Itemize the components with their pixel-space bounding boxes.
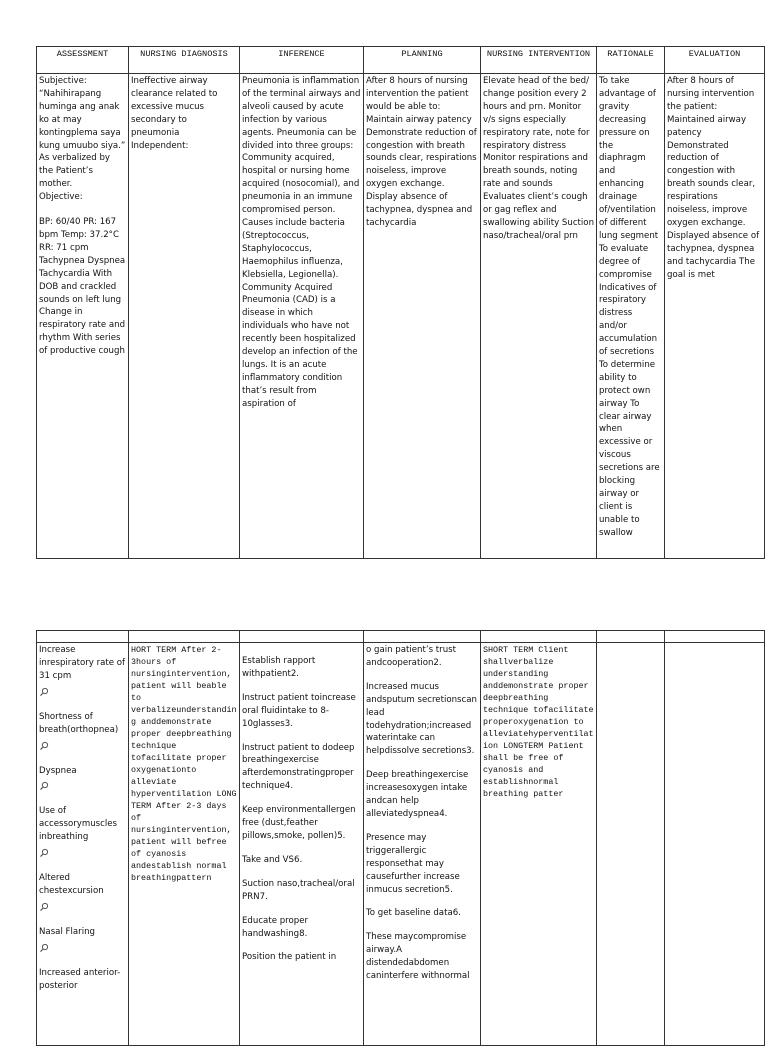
search-icon [39, 687, 49, 697]
inference-item: Take and VS6. [242, 854, 303, 865]
assessment-item: Dyspnea [39, 765, 77, 776]
assessment-item: Altered chestexcursion [39, 873, 104, 897]
header-inference: INFERENCE [240, 47, 364, 74]
blank-header-row [37, 631, 765, 643]
intervention-cell: Elevate head of the bed/ change position every 2 hours and prn. Monitor v/s signs especially respiratory rate, note for respiratory distress Monitor respirations and breath sounds, noting rate and sounds Evaluates client’s cough or gag reflex and swallowing ability Suction naso/tracheal/oral prn [481, 74, 597, 559]
assessment-item: Shortness of breath(orthopnea) [39, 711, 119, 735]
assessment-cell [37, 74, 129, 559]
header-rationale: RATIONALE [597, 47, 665, 74]
inference-cell: Pneumonia is inflammation of the terminal airways and alveoli caused by acute infection by various agents. Pneumonia can be divided into three groups: Community acquired, hospital or nursing home acquired (nosocomial), and pneumonia in an immune compromised person. Causes include bacteria (Streptococcus, Staphylococcus, Haemophilus influenza, Klebsiella, Legionella). Community Acquired Pneumonia (CAD) is a disease in which individuals who have not recently been hospitalized develop an infection of the lungs. It is an acute inflammatory condition that’s result from aspiration of [240, 74, 364, 559]
evaluation-cell [665, 643, 765, 1046]
inference-item: Position the patient in [242, 952, 337, 963]
care-plan-table-continued [36, 630, 765, 1046]
assessment-item: Nasal Flaring [39, 926, 95, 937]
assessment-item: Use of accessorymuscles inbreathing [39, 806, 118, 843]
diagnosis-cell: HORT TERM After 2-3hours of nursingintervention, patient will beable to verbalizeunderstanding anddemonstrate proper deepbreathing technique tofacilitate proper oxygenationto alleviate hyperventilation LONG TERM After 2-3 days of nursingintervention, patient will befree of cyanosis andestablish normal breathingpattern [129, 643, 240, 1046]
planning-list [366, 644, 478, 983]
search-icon [39, 848, 49, 858]
assessment-objective-label: Objective: [39, 192, 83, 203]
search-icon [39, 902, 49, 912]
planning-cell [364, 643, 481, 1046]
planning-item: o gain patient’s trust andcooperation2. [366, 645, 456, 668]
table-row [37, 74, 765, 559]
assessment-cell [37, 643, 129, 1046]
planning-item: These maycompromise airway.A distendedabdomen caninterfere withnormal [366, 932, 470, 982]
diagnosis-cell: Ineffective airway clearance related to excessive mucus secondary to pneumonia Independent: [129, 74, 240, 559]
search-icon [39, 781, 49, 791]
assessment-objective: BP: 60/40 PR: 167 bpm Temp: 37.2°C RR: 71 cpm Tachypnea Dyspnea Tachycardia With DOB and crackled sounds on left lung Change in respiratory rate and rhythm With series of productive cough [39, 217, 126, 357]
care-plan-table [36, 46, 765, 559]
evaluation-cell: After 8 hours of nursing intervention the patient: Maintained airway patency Demonstrated reduction of congestion with breath sounds clear, respirations noiseless, improve oxygen exchange. Displayed absence of tachypnea, dyspnea and tachycardia The goal is met [665, 74, 765, 559]
inference-list [242, 644, 361, 964]
inference-item: Establish rapport withpatient2. [242, 656, 316, 679]
rationale-cell [597, 643, 665, 1046]
planning-item: Deep breathingexercise increasesoxygen intake andcan help alleviatedyspnea4. [366, 770, 469, 819]
header-planning: PLANNING [364, 47, 481, 74]
table-row [37, 643, 765, 1046]
assessment-item: Increase inrespiratory rate of 31 cpm [39, 645, 126, 681]
planning-item: To get baseline data6. [366, 908, 461, 919]
planning-item: Presence may triggerallergic responsethat may causefurther increase inmucus secretion5. [366, 832, 460, 895]
inference-item: Suction naso,tracheal/oral PRN7. [242, 878, 355, 902]
inference-item: Instruct patient to dodeep breathingexercise afterdemonstratingproper technique4. [242, 742, 355, 792]
search-icon [39, 943, 49, 953]
header-assessment: ASSESSMENT [37, 47, 129, 74]
inference-cell [240, 643, 364, 1046]
header-nursing-diagnosis: NURSING DIAGNOSIS [129, 47, 240, 74]
intervention-cell: SHORT TERM Client shallverbalize understanding anddemonstrate proper deepbreathing technique tofacilitate properoxygenation to alleviatehyperventilation LONGTERM Patient shall be free of cyanosis and establishnormal breathing patter [481, 643, 597, 1046]
rationale-cell: To take advantage of gravity decreasing pressure on the diaphragm and enhancing drainage of/ventilation of different lung segment To evaluate degree of compromise Indicatives of respiratory distress and/or accumulation of secretions To determine ability to protect own airway To clear airway when excessive or viscous secretions are blocking airway or client is unable to swallow [597, 74, 665, 559]
assessment-subjective: Subjective: “Nahihirapang huminga ang anak ko at may kontingplema saya kung umuubo siya.” As verbalized by the Patient’s mother. [39, 76, 126, 190]
header-row [37, 47, 765, 74]
inference-item: Instruct patient toincrease oral fluidintake to 8-10glasses3. [242, 692, 356, 729]
search-icon [39, 741, 49, 751]
planning-item: Increased mucus andsputum secretionscan lead todehydration;increased waterintake can helpdissolve secretions3. [366, 681, 477, 757]
header-evaluation: EVALUATION [665, 47, 765, 74]
inference-item: Educate proper handwashing8. [242, 915, 309, 939]
assessment-item: Increased anterior-posterior [39, 967, 121, 991]
planning-cell: After 8 hours of nursing intervention the patient would be able to: Maintain airway patency Demonstrate reduction of congestion with breath sounds clear, respirations noiseless, improve oxygen exchange. Display absence of tachypnea, dyspnea and tachycardia [364, 74, 481, 559]
assessment-list [39, 644, 126, 993]
inference-item: Keep environmentallergen free (dust,feather pillows,smoke, pollen)5. [242, 805, 356, 841]
header-nursing-intervention: NURSING INTERVENTION [481, 47, 597, 74]
